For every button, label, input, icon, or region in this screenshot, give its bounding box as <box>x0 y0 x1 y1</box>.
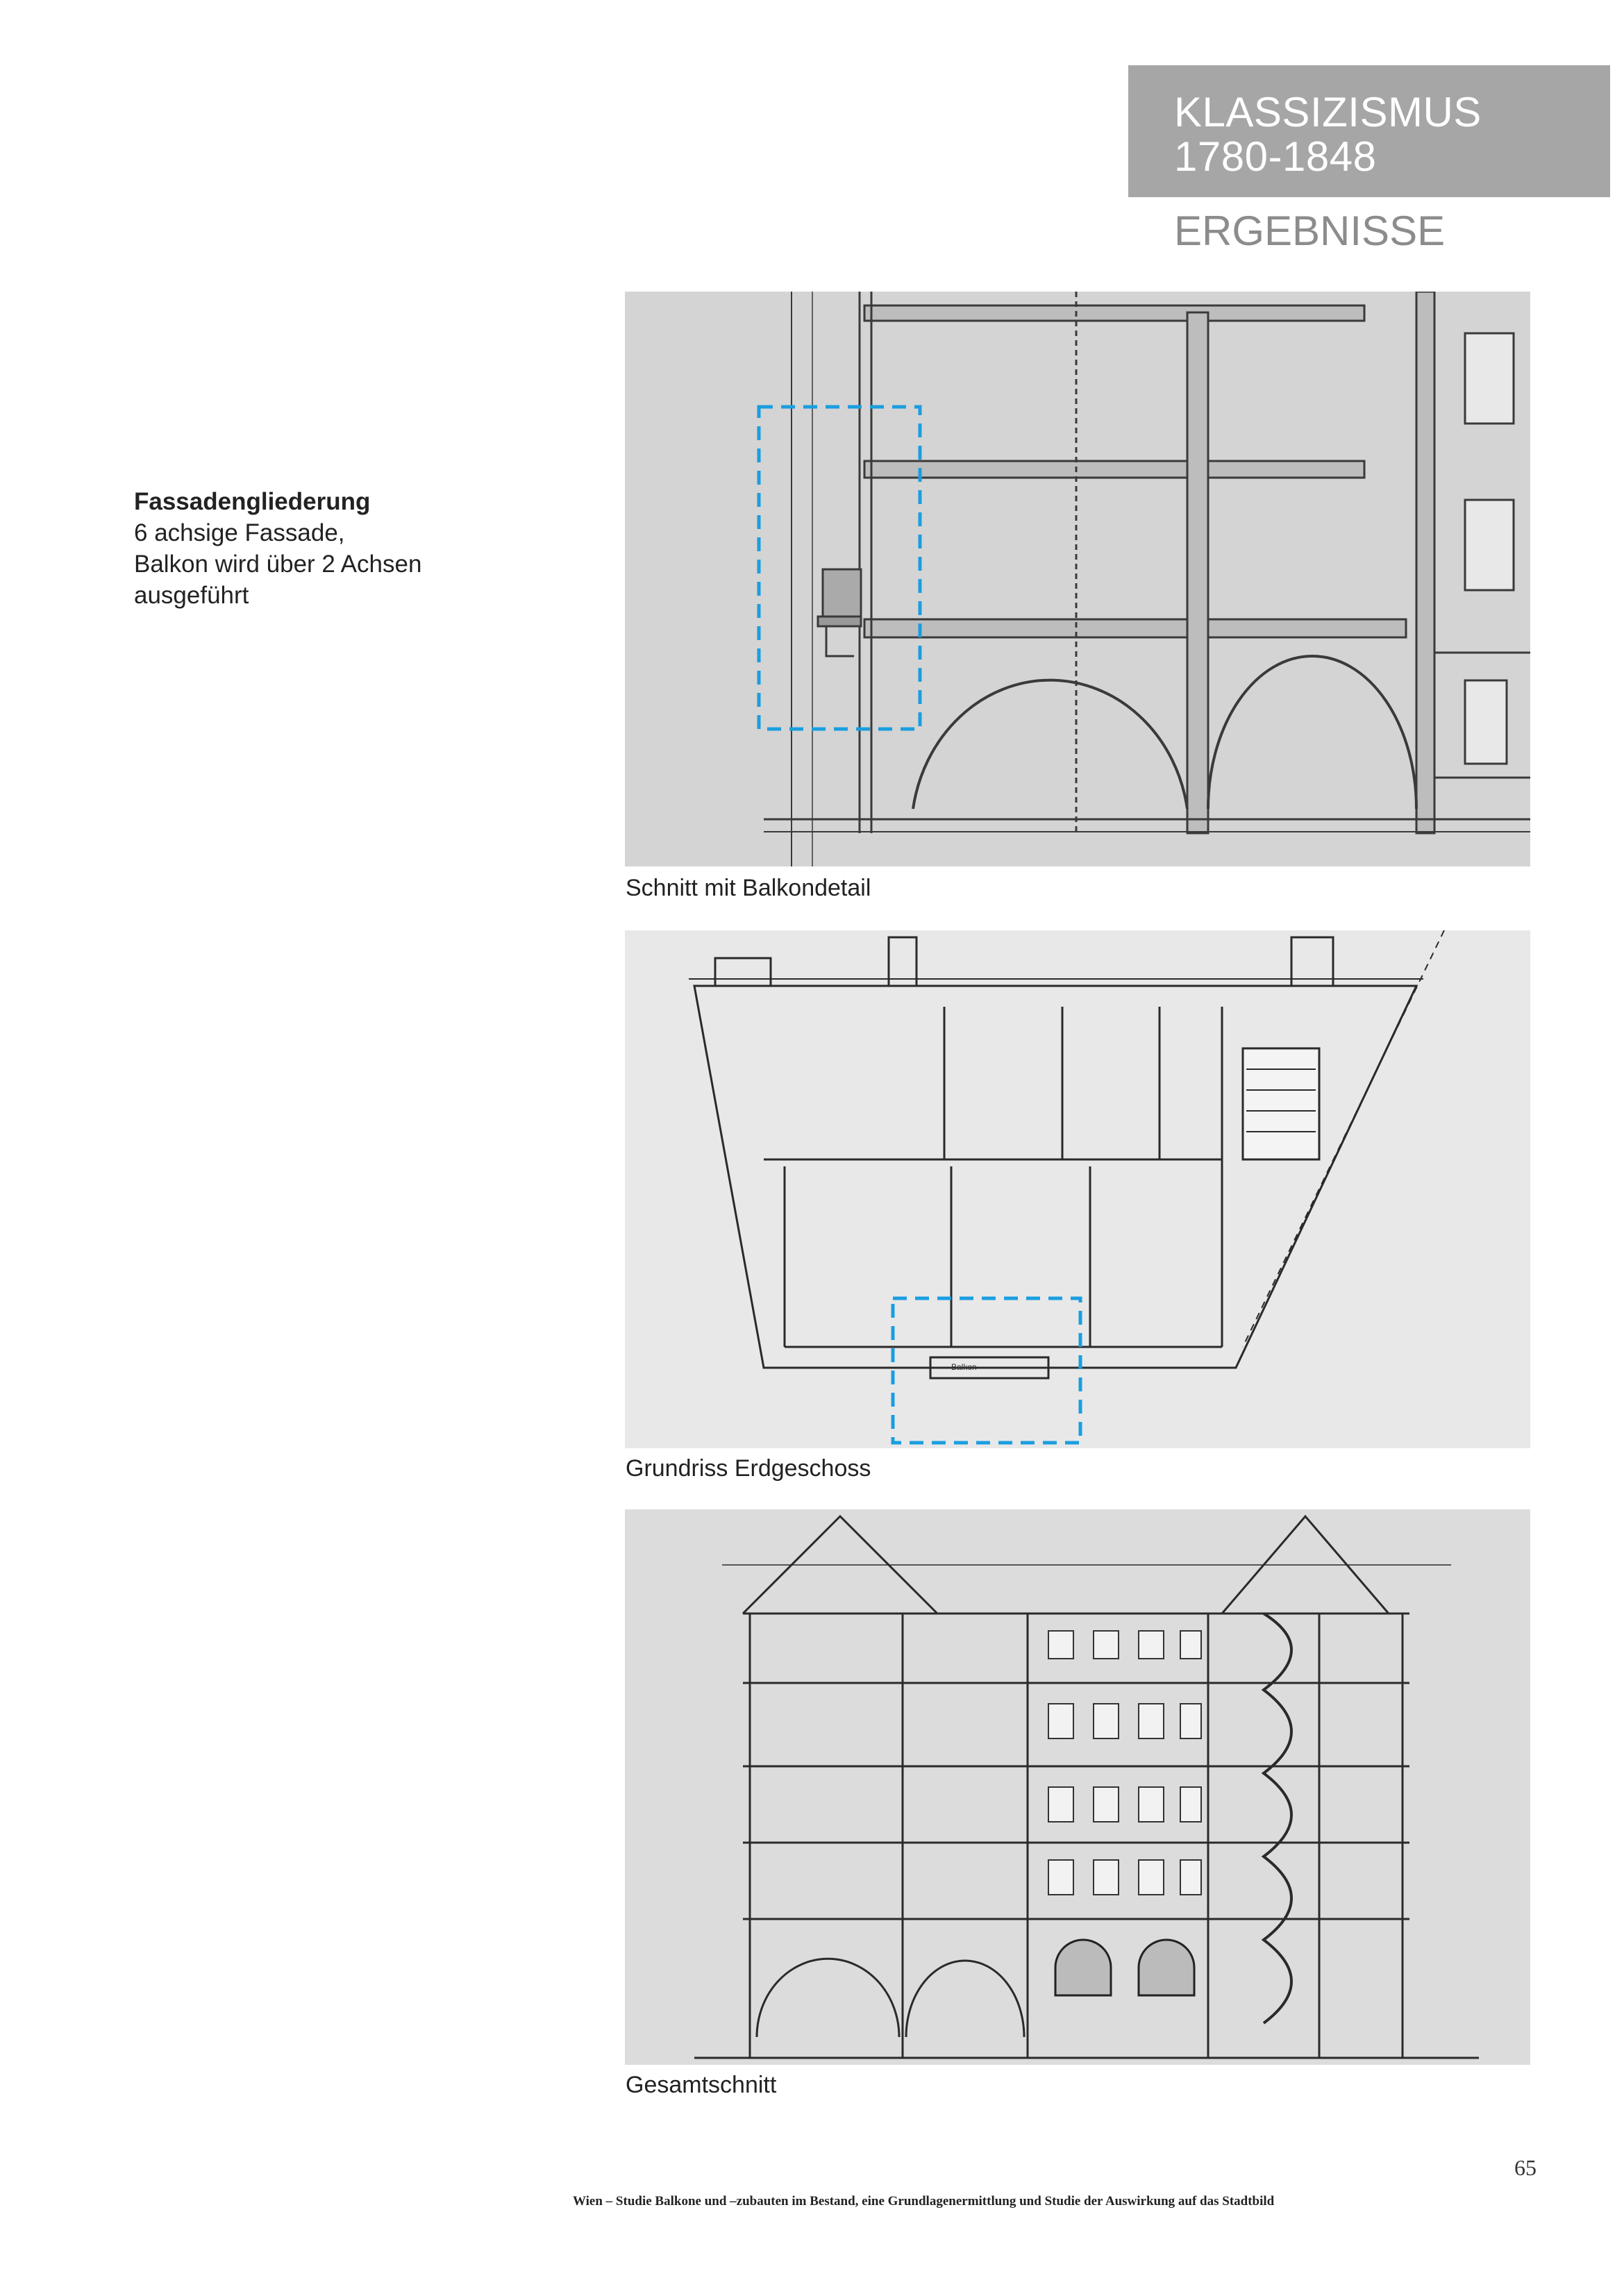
section-drawing-image <box>625 292 1530 866</box>
floor-plan-image <box>625 930 1530 1448</box>
chapter-title: KLASSIZISMUS <box>1174 89 1482 135</box>
side-line-2: Balkon wird über 2 Achsen <box>134 551 422 578</box>
full-section-caption: Gesamtschnitt <box>626 2072 777 2098</box>
chapter-header <box>1128 65 1610 197</box>
full-section-image <box>625 1509 1530 2065</box>
page-number: 65 <box>1514 2155 1537 2180</box>
chapter-period: 1780-1848 <box>1174 133 1377 180</box>
side-description <box>134 486 523 611</box>
section-caption: Schnitt mit Balkondetail <box>626 875 871 901</box>
side-line-3: ausgeführt <box>134 582 249 609</box>
section-subtitle: ERGEBNISSE <box>1174 208 1446 254</box>
side-heading: Fassadengliederung <box>134 488 371 515</box>
floor-plan-caption: Grundriss Erdgeschoss <box>626 1455 871 1482</box>
balcony-label: Balkon <box>951 1362 977 1372</box>
footer-text: Wien – Studie Balkone und –zubauten im Bestand, eine Grundlagenermittlung und Studie der Auswirkung auf das Stadtbild <box>573 2194 1275 2209</box>
side-line-1: 6 achsige Fassade, <box>134 519 345 546</box>
